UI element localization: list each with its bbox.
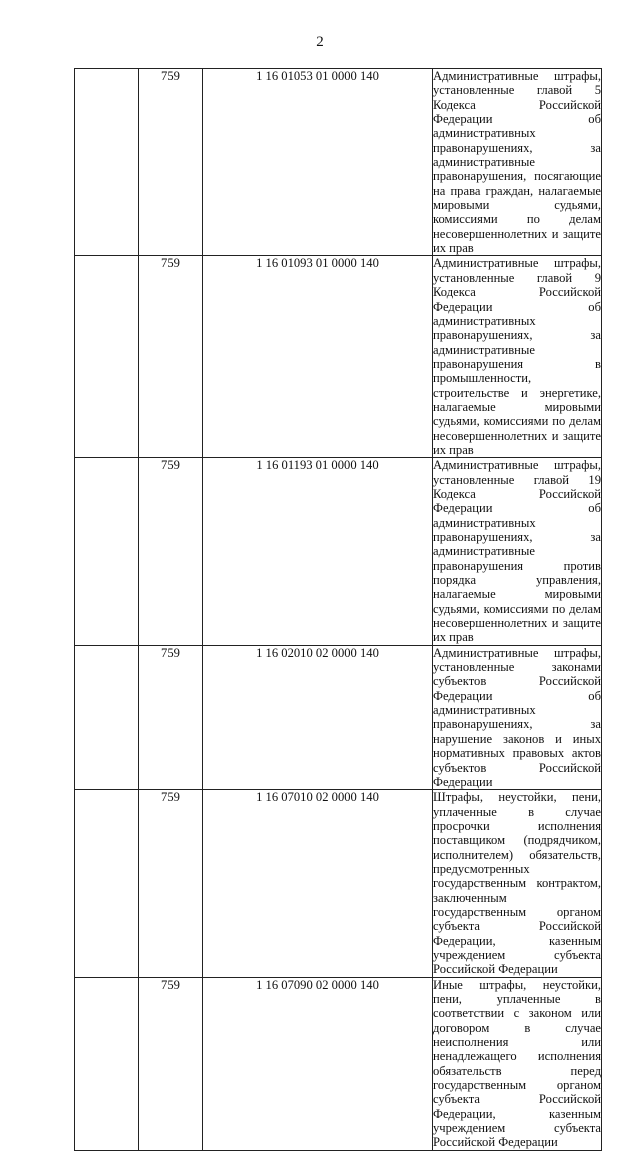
table-row: [75, 790, 602, 977]
revenue-codes-table: [74, 68, 602, 1151]
description-cell: Иные штрафы, неустойки, пени, уплаченные в соответствии с законом или договором в случае неисполнения или ненадлежащего исполнения обязательств перед государственным органом субъекта Российской Федерации, казенным учреждением субъекта Российской Федерации: [433, 977, 601, 1150]
budget-code-cell: 1 16 01093 01 0000 140: [203, 256, 433, 458]
page-number: 2: [316, 34, 324, 50]
admin-code-cell: 759: [139, 458, 203, 645]
table-row: [75, 256, 602, 458]
budget-code-cell: 1 16 02010 02 0000 140: [203, 645, 433, 789]
table-row: [75, 977, 602, 1150]
description-cell: Административные штрафы, установленные законами субъектов Российской Федерации об административных правонарушениях, за нарушение законов и иных нормативных правовых актов субъектов Российской Федерации: [433, 645, 601, 789]
description-cell: Штрафы, неустойки, пени, уплаченные в случае просрочки исполнения поставщиком (подрядчиком, исполнителем) обязательств, предусмотренных государственным контрактом, заключенным государственным органом субъекта Российской Федерации, казенным учреждением субъекта Российской Федерации: [433, 790, 601, 977]
admin-code-cell: 759: [139, 256, 203, 458]
admin-code-cell: 759: [139, 977, 203, 1150]
budget-code-cell: 1 16 07010 02 0000 140: [203, 790, 433, 977]
budget-code-cell: 1 16 07090 02 0000 140: [203, 977, 433, 1150]
empty-cell: [75, 458, 139, 645]
admin-code-cell: 759: [139, 790, 203, 977]
empty-cell: [75, 256, 139, 458]
table-row: [75, 645, 602, 789]
table-row: [75, 458, 602, 645]
admin-code-cell: 759: [139, 69, 203, 256]
description-cell: Административные штрафы, установленные главой 9 Кодекса Российской Федерации об административных правонарушениях, за административные правонарушения в промышленности, строительстве и энергетике, налагаемые мировыми судьями, комиссиями по делам несовершеннолетних и защите их прав: [433, 256, 601, 457]
budget-code-cell: 1 16 01193 01 0000 140: [203, 458, 433, 645]
description-cell: Административные штрафы, установленные главой 5 Кодекса Российской Федерации об административных правонарушениях, за административные правонарушения, посягающие на права граждан, налагаемые мировыми судьями, комиссиями по делам несовершеннолетних и защите их прав: [433, 69, 601, 256]
empty-cell: [75, 977, 139, 1150]
budget-code-cell: 1 16 01053 01 0000 140: [203, 69, 433, 256]
empty-cell: [75, 69, 139, 256]
table-row: [75, 69, 602, 256]
empty-cell: [75, 645, 139, 789]
empty-cell: [75, 790, 139, 977]
description-cell: Административные штрафы, установленные главой 19 Кодекса Российской Федерации об административных правонарушениях, за административные правонарушения против порядка управления, налагаемые мировыми судьями, комиссиями по делам несовершеннолетних и защите их прав: [433, 458, 601, 645]
admin-code-cell: 759: [139, 645, 203, 789]
